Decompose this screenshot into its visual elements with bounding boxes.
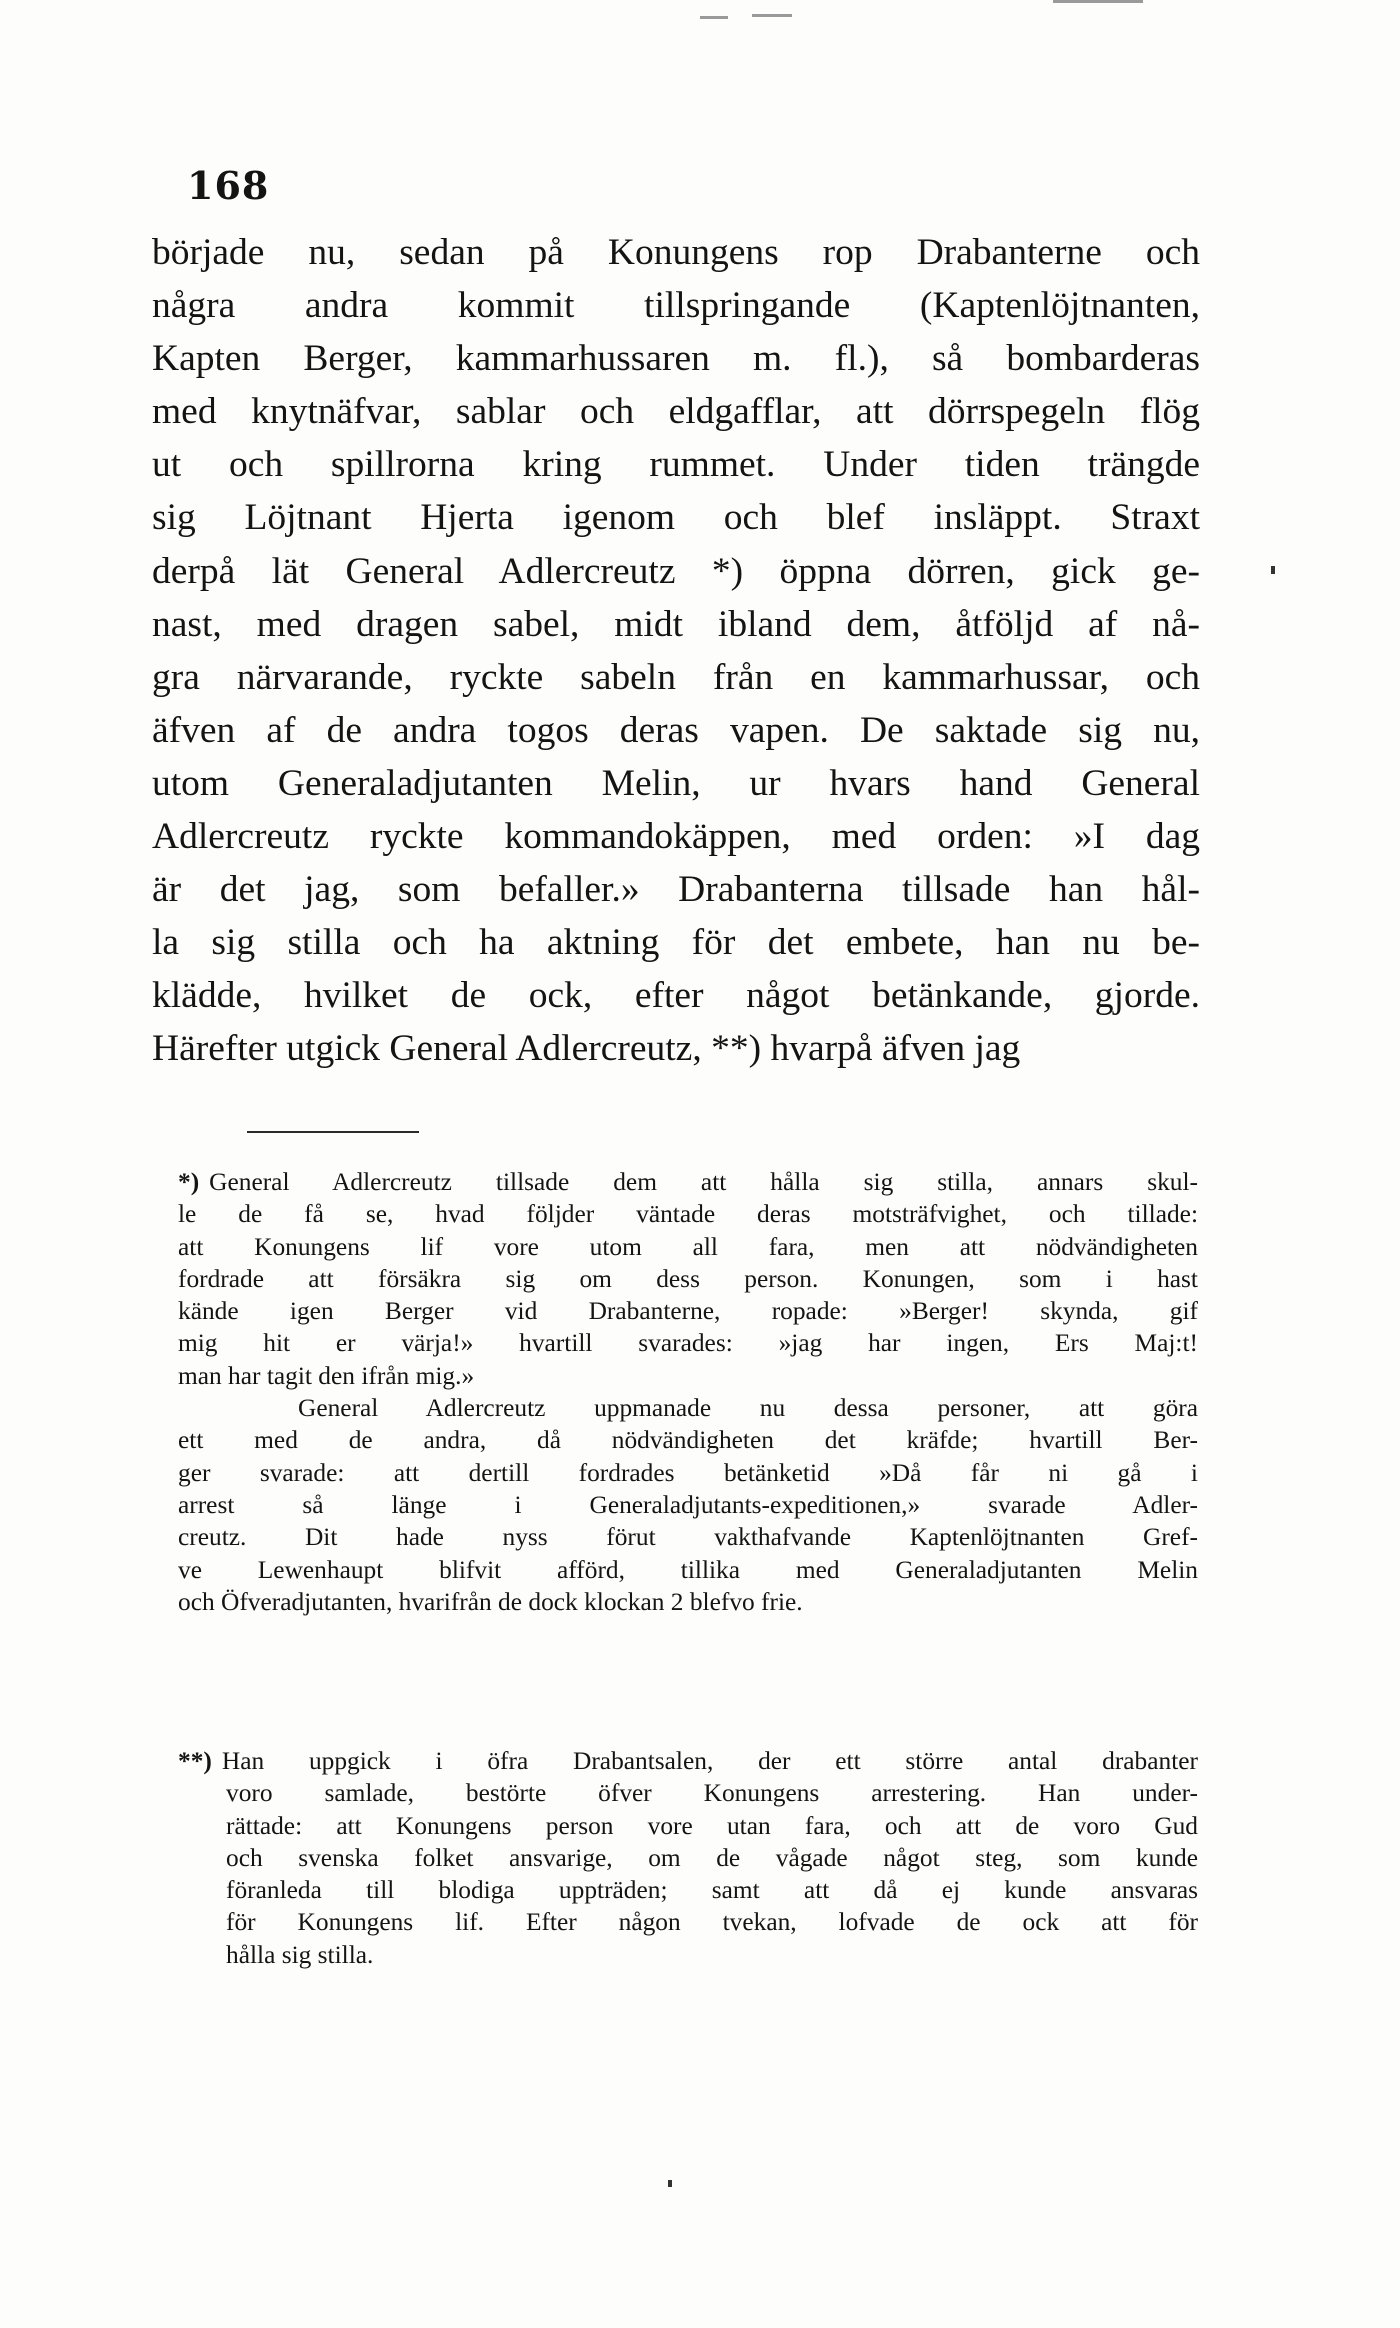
speck — [752, 14, 792, 17]
body-line: Härefter utgick General Adlercreutz, **) hvarpå äfven jag — [152, 1028, 1021, 1070]
body-text — [152, 226, 1200, 1076]
footnote-line: ett med de andra, då nödvändigheten det kräfde; hvartill Ber- — [178, 1426, 1198, 1455]
footnote-line: och Öfveradjutanten, hvarifrån de dock klockan 2 blefvo frie. — [178, 1587, 803, 1616]
footnote-line: föranleda till blodiga uppträden; samt att då ej kunde ansvaras — [226, 1876, 1198, 1905]
body-line: utom Generaladjutanten Melin, ur hvars hand General — [152, 762, 1200, 804]
footnote-text: Han uppgick i öfra Drabantsalen, der ett större antal drabanter — [221, 1747, 1198, 1775]
footnote-line: rättade: att Konungens person vore utan fara, och att de voro Gud — [226, 1811, 1198, 1840]
footnote-line: man har tagit den ifrån mig.» — [178, 1361, 475, 1390]
body-line: Kapten Berger, kammarhussaren m. fl.), så bombarderas — [152, 338, 1200, 380]
body-line: äfven af de andra togos deras vapen. De saktade sig nu, — [152, 709, 1200, 751]
body-line: började nu, sedan på Konungens rop Drabanterne och — [152, 232, 1200, 273]
page-number: 168 — [187, 163, 270, 208]
footnote-line — [178, 1166, 1198, 1198]
footnote-line: att Konungens lif vore utom all fara, men att nödvändigheten — [178, 1232, 1198, 1261]
footnote-line: ve Lewenhaupt blifvit afförd, tillika med Generaladjutanten Melin — [178, 1555, 1198, 1584]
footnote-line: hålla sig stilla. — [226, 1940, 374, 1969]
margin-speck — [1271, 566, 1275, 574]
footnote-1 — [178, 1166, 1198, 1618]
body-line: nast, med dragen sabel, midt ibland dem, åtföljd af nå- — [152, 603, 1200, 645]
footnote-marker: *) — [178, 1168, 200, 1196]
footnote-line: voro samlade, bestörte öfver Konungens arrestering. Han under- — [226, 1779, 1198, 1808]
footnote-line: fordrade att försäkra sig om dess person. Konungen, som i hast — [178, 1264, 1198, 1293]
body-line: sig Löjtnant Hjerta igenom och blef insläppt. Straxt — [152, 497, 1200, 539]
body-line: är det jag, som befaller.» Drabanterna tillsade han hål- — [152, 869, 1200, 911]
footnote-line: och svenska folket ansvarige, om de vågade något steg, som kunde — [226, 1843, 1198, 1872]
footnote-marker: **) — [178, 1747, 212, 1775]
speck — [700, 16, 728, 19]
footnote-separator — [247, 1131, 419, 1133]
footnote-line: creutz. Dit hade nyss förut vakthafvande Kaptenlöjtnanten Gref- — [178, 1523, 1198, 1552]
footnote-line: kände igen Berger vid Drabanterne, ropade: »Berger! skynda, gif — [178, 1297, 1198, 1326]
body-line: klädde, hvilket de ock, efter något betänkande, gjorde. — [152, 975, 1200, 1017]
body-line: derpå lät General Adlercreutz *) öppna dörren, gick ge- — [152, 550, 1200, 592]
body-line: ut och spillrorna kring rummet. Under tiden trängde — [152, 444, 1200, 486]
body-line: några andra kommit tillspringande (Kaptenlöjtnanten, — [152, 285, 1200, 327]
footnote-line: le de få se, hvad följder väntade deras motsträfvighet, och tillade: — [178, 1200, 1198, 1229]
body-line: la sig stilla och ha aktning för det embete, han nu be- — [152, 922, 1200, 964]
body-line: gra närvarande, ryckte sabeln från en kammarhussar, och — [152, 656, 1200, 698]
body-line: Adlercreutz ryckte kommandokäppen, med orden: »I dag — [152, 816, 1200, 858]
footnote-line: för Konungens lif. Efter någon tvekan, lofvade de ock att för — [226, 1908, 1198, 1937]
body-line: med knytnäfvar, sablar och eldgafflar, att dörrspegeln flög — [152, 391, 1200, 433]
footnote-line: arrest så länge i Generaladjutants-expeditionen,» svarade Adler- — [178, 1490, 1198, 1519]
footnote-2 — [178, 1745, 1198, 1971]
footnote-text: General Adlercreutz tillsade dem att hålla sig stilla, annars skul- — [209, 1168, 1198, 1196]
footnote-line — [178, 1745, 1198, 1777]
footnote-line: mig hit er värja!» hvartill svarades: »jag har ingen, Ers Maj:t! — [178, 1329, 1198, 1358]
margin-speck — [668, 2180, 672, 2187]
footnote-line: General Adlercreutz uppmanade nu dessa personer, att göra — [298, 1394, 1198, 1423]
speck — [1053, 0, 1143, 3]
footnote-line: ger svarade: att dertill fordrades betänketid »Då får ni gå i — [178, 1458, 1198, 1487]
